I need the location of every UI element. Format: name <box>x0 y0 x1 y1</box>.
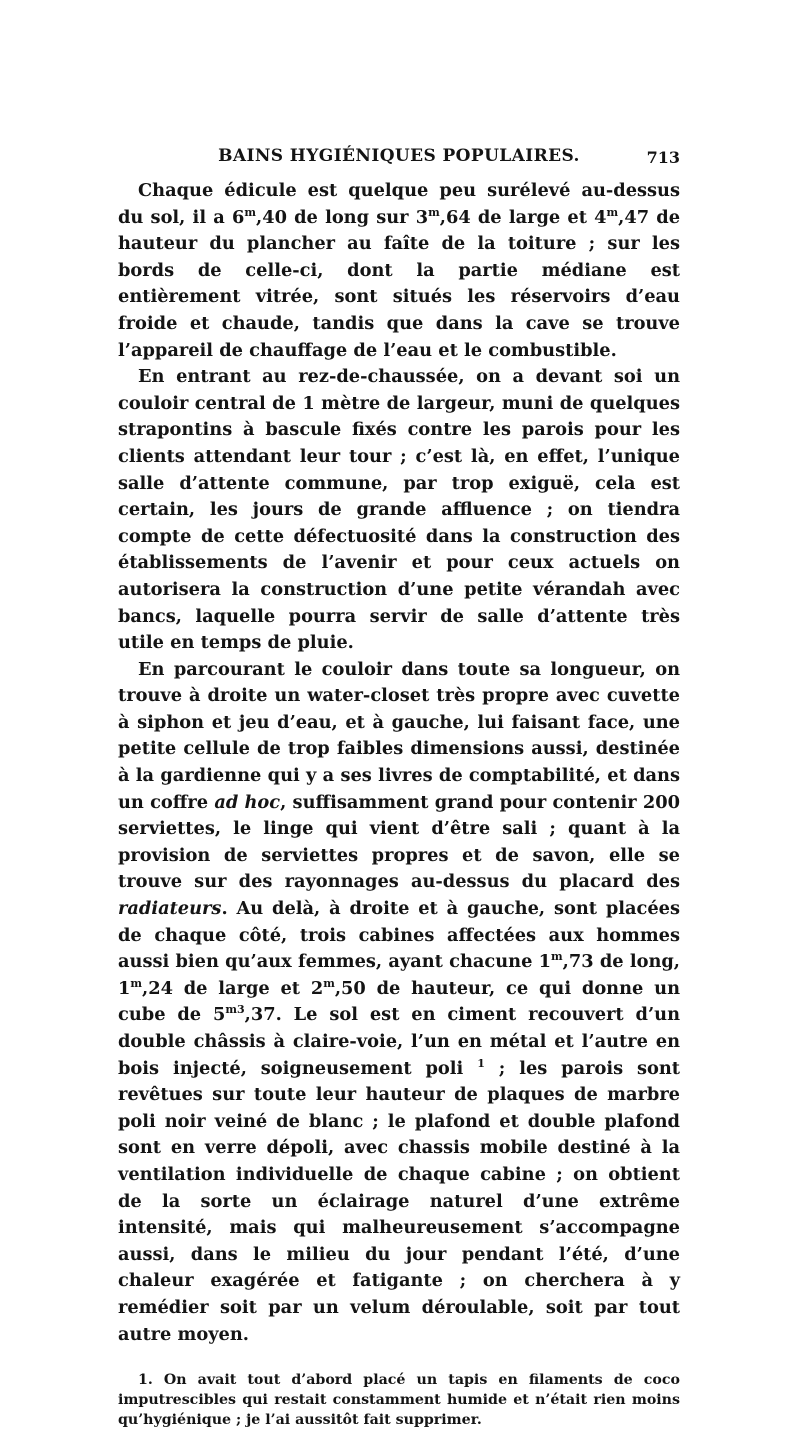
italic-term: radiateurs <box>118 898 222 920</box>
paragraph-3-text-h: ; les parois sont revêtues sur toute leur hauteur de plaques de marbre poli noir veiné de blanc ; le plafond et double plafond sont en verre dépoli, avec chassis mobile destiné à la ventilation individuelle de chaque cabine ; on obtient de la sorte un éclairage naturel d’une extrême intensité, mais qui malheureusement s’accompagne aussi, dans le milieu du jour pendant l’été, d’une chaleur exagérée et fatigante ; on cherchera à y remédier soit par un velum déroulable, soit par tout autre moyen. <box>118 1057 680 1345</box>
paragraph-3-text-d: ,73 de long, 1 <box>118 951 680 999</box>
unit-superscript: m <box>551 950 563 964</box>
unit-superscript: m <box>606 205 619 219</box>
paragraph-1-text-a: Chaque édicule est quelque peu surélevé au-dessus du sol, il a 6 <box>118 180 680 228</box>
paragraph-3-text-f: ,50 de hauteur, ce qui donne un cube de 5 <box>118 977 681 1026</box>
unit-superscript: m3 <box>225 1003 245 1017</box>
page-number: 713 <box>646 148 680 167</box>
footnote-marker: 1 <box>477 1056 485 1070</box>
paragraph-3 <box>118 657 680 1348</box>
paragraph-1-text-c: ,64 de large et 4 <box>439 206 607 228</box>
running-title: BAINS HYGIÉNIQUES POPULAIRES. <box>218 146 580 166</box>
running-head <box>118 146 680 172</box>
body-text <box>118 178 680 1348</box>
unit-superscript: m <box>130 976 143 990</box>
paragraph-1-text-d: ,47 de hauteur du plancher au faîte de la toiture ; sur les bords de celle-ci, dont la partie médiane est entièrement vitrée, sont situés les réservoirs d’eau froide et chaude, tandis que dans la cave se trouve l’appareil de chauffage de l’eau et le combustible. <box>118 206 681 361</box>
paragraph-1-text-b: ,40 de long sur 3 <box>256 206 429 228</box>
footnotes <box>118 1370 680 1430</box>
paragraph-3-text-c: . Au delà, à droite et à gauche, sont placées de chaque côté, trois cabines affectées aux hommes aussi bien qu’aux femmes, ayant chacune 1 <box>118 898 680 973</box>
paragraph-3-text-g: ,37. Le sol est en ciment recouvert d’un double châssis à claire-voie, l’un en métal et l’autre en bois injecté, soigneusement poli <box>118 1004 681 1079</box>
paragraph-2: En entrant au rez-de-chaussée, on a devant soi un couloir central de 1 mètre de largeur, muni de quelques strapontins à bascule fixés contre les parois pour les clients attendant leur tour ; c’est là, en effet, l’unique salle d’attente commune, par trop exiguë, cela est certain, les jours de grande affluence ; on tiendra compte de cette défectuosité dans la construction des établissements de l’avenir et pour ceux actuels on autorisera la construction d’une petite vérandah avec bancs, laquelle pourra servir de salle d’attente très utile en temps de pluie. <box>118 366 680 654</box>
paragraph-3-text-b: , suffisamment grand pour contenir 200 serviettes, le linge qui vient d’être sali ; quant à la provision de serviettes propres et de savon, elle se trouve sur des rayonnages au-dessus du placard des <box>118 791 680 893</box>
unit-superscript: m <box>428 205 440 219</box>
paragraph-3-text-e: ,24 de large et 2 <box>142 977 324 999</box>
paragraph-3-text-a: En parcourant le couloir dans toute sa longueur, on trouve à droite un water-closet très propre avec cuvette à siphon et jeu d’eau, et à gauche, lui faisant face, une petite cellule de trop faibles dimensions aussi, destinée à la gardienne qui y a ses livres de comptabilité, et dans un coffre <box>118 658 680 813</box>
latin-phrase: ad hoc <box>214 791 281 813</box>
unit-superscript: m <box>323 976 335 990</box>
footnote-1: 1. On avait tout d’abord placé un tapis en filaments de coco imputrescibles qui restait constamment humide et n’était rien moins qu’hygiénique ; je l’ai aussitôt fait supprimer. <box>118 1372 680 1429</box>
unit-superscript: m <box>244 205 256 219</box>
paragraph-1 <box>118 178 680 364</box>
book-page <box>118 146 680 1430</box>
